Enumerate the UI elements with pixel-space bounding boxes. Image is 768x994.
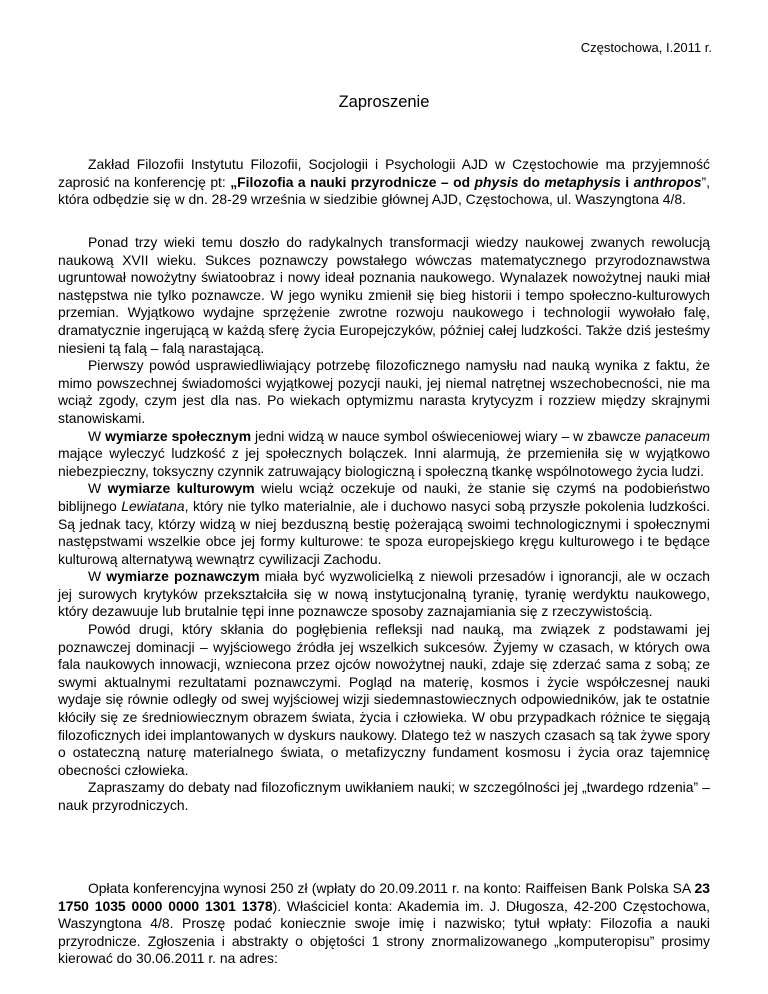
p5-text-a: W (88, 568, 107, 585)
paragraph-2: Pierwszy powód usprawiedliwiający potrzebę filozoficznego namysłu nad nauką wynika z faktu, że mimo powszechnej świadomości wyjątkowej pozycji nauki, jej niemal natrętnej wszechobecności, nie ma wciąż zgody, czym jest dla nas. Po wiekach optymizmu narasta krytycyzm i rozziew między skrajnymi stanowiskami. (58, 357, 710, 426)
conference-title-part-c: i (620, 173, 634, 190)
p4-text-b: wielu wciąż oczekuje od nauki, że stanie się czymś na podobieństwo biblijnego (58, 480, 710, 514)
fee-text-b: ). Właściciel konta: Akademia im. J. Długosza, 42-200 Częstochowa, Waszyngtona 4/8. Proszę podać koniecznie swoje imię i nazwisko; tytuł wpłaty: Filozofia a nauki przyrodnicze. Zgłoszenia i abstrakty o objętości 1 strony znormalizowanego „komputeropisu” prosimy kierować do 30.06.2011 r. na adres: (58, 897, 710, 967)
paragraph-6: Powód drugi, który skłania do pogłębienia refleksji nad nauką, ma związek z podstawami jej poznawczej dominacji – wyjściowego źródła jej wszelkich sukcesów. Żyjemy w czasach, w których owa fala naukowych innowacji, wzniecona przez ojców nowożytnej nauki, zdaje się zderzać sama z sobą; ze swymi aktualnymi rezultatami poznawczymi. Pogląd na materię, kosmos i życie współczesnej nauki wydaje się równie odległy od swej wyjściowej wizji siedemnastowiecznych odpowiedników, jak te ostatnie kłóciły się ze średniowiecznym obrazem świata, życia i człowieka. W obu przypadkach różnice te sięgają filozoficznych idei implantowanych w dyskurs naukowy. Dlatego też w naszych czasach są tak żywe spory o ostateczną naturę materialnego świata, o metafizyczny fundament kosmosu i życia oraz tajemnicę obecności człowieka. (58, 621, 710, 778)
p3-text-a: W (88, 427, 106, 444)
conference-title-part-b: do (518, 173, 545, 190)
intro-text-1: Zakład Filozofii Instytutu Filozofii, Socjologii i Psychologii AJD w Częstochowie ma przyjemność zaprosić na konferencję pt: (58, 156, 710, 190)
p4-text-c: , który nie tylko materialnie, ale i duchowo nasyci sobą przyszłe pokolenia ludzkości. Są jednak tacy, którzy widzą w niej bezduszną bestię pożerającą swoimi technologicznymi i społecznymi następstwami wszelkie obce jej formy kulturowe: te spoza europejskiego kręgu kulturowego i te będące kulturową alternatywą wewnątrz cywilizacji Zachodu. (58, 497, 710, 567)
fee-section (58, 880, 710, 968)
p3-bold: wymiarze społecznym (105, 427, 252, 444)
document-date: Częstochowa, I.2011 r. (580, 40, 712, 55)
fee-paragraph (58, 880, 710, 968)
paragraph-cognitive (58, 568, 710, 621)
paragraph-social (58, 428, 710, 481)
p3-text-c: mające wyleczyć ludzkość z jej społecznych bolączek. Inni alarmują, że przemieniła się w wyjątkowo niebezpieczny, toksyczny czynnik zatruwający biologiczną i społeczną tkankę wspólnotowego życia ludzi. (58, 445, 710, 479)
paragraph-cultural (58, 480, 710, 568)
conference-title-part-a: „Filozofia a nauki przyrodnicze – od (230, 173, 475, 190)
p3-italic: panaceum (645, 427, 710, 444)
p5-text-b: miała być wyzwolicielką z niewoli przesadów i ignorancji, ale w oczach jej surowych krytyków przekształciła się w nową instytucjonalną tyranię, tyranię werdyktu naukowego, który dezawuuje lub brutalnie tępi inne poznawcze sposoby zaznajamiania się z rzeczywistością. (58, 568, 710, 620)
paragraph-1: Ponad trzy wieki temu doszło do radykalnych transformacji wiedzy naukowej zwanych rewolucją naukową XVII wieku. Sukces poznawczy powstałego wówczas matematycznego przyrodoznawstwa ugruntował nowożytny światoobraz i nowy ideał poznania naukowego. Wynalazek nowożytnej nauki miał następstwa nie tylko poznawcze. W jego wyniku zmienił się bieg historii i tempo społeczno-kulturowych przemian. Wyjątkowo wydajne sprzężenie zwrotne rozwoju naukowego i technologii wywołało falę, dramatycznie ingerującą w każdą sferę życia Europejczyków, później całej ludzkości. Także dziś jesteśmy niesieni tą falą – falą narastającą. (58, 234, 710, 356)
p4-italic: Lewiatana (121, 497, 185, 514)
conference-title-anthropos: anthropos (633, 173, 702, 190)
main-section (58, 234, 710, 815)
document-title: Zaproszenie (338, 93, 430, 111)
intro-paragraph (58, 156, 710, 209)
p5-bold: wymiarze poznawczym (106, 568, 260, 585)
fee-text-a: Opłata konferencyjna wynosi 250 zł (wpłaty do 20.09.2011 r. na konto: Raiffeisen Bank Polska SA (88, 880, 695, 896)
p3-text-b: jedni widzą w nauce symbol oświeceniowej wiary – w zbawcze (251, 427, 646, 444)
paragraph-7: Zapraszamy do debaty nad filozoficznym uwikłaniem nauki; w szczególności jej „twardego rdzenia” – nauk przyrodniczych. (58, 779, 710, 813)
p4-bold: wymiarze kulturowym (107, 480, 255, 497)
intro-text-2: ”, która odbędzie się w dn. 28-29 września w siedzibie głównej AJD, Częstochowa, ul. Waszyngtona 4/8. (58, 173, 710, 208)
bank-account-number: 23 1750 1035 0000 0000 1301 1378 (58, 880, 710, 914)
conference-title-physis: physis (474, 173, 519, 190)
intro-section (58, 156, 710, 209)
p4-text-a: W (88, 480, 108, 497)
conference-title-metaphysis: metaphysis (544, 173, 621, 190)
